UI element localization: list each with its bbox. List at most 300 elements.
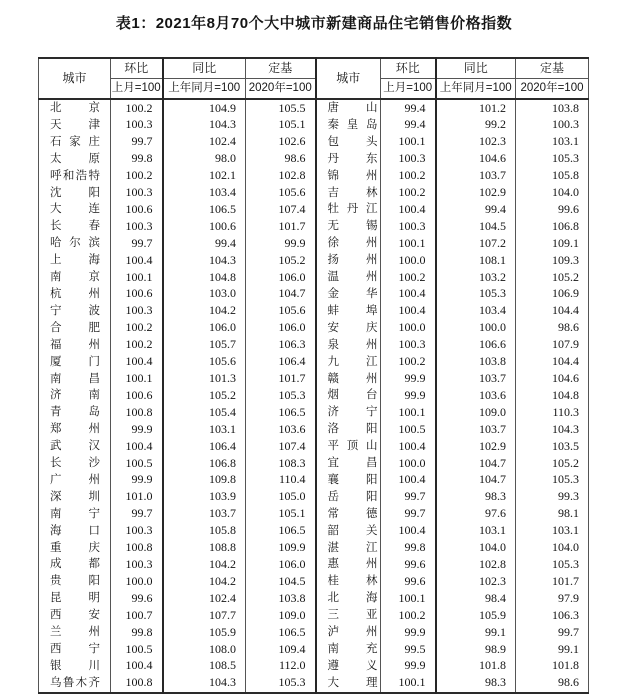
yoy-value-cell: 98.3 xyxy=(436,489,516,506)
mom-value-cell: 100.5 xyxy=(111,455,163,472)
city-name: 泉州 xyxy=(327,338,378,351)
city-name-cell xyxy=(316,624,381,641)
yoy-value-cell: 106.8 xyxy=(163,455,246,472)
city-name: 丹东 xyxy=(327,152,378,165)
yoy-value-cell: 108.1 xyxy=(436,252,516,269)
mom-value-cell: 100.3 xyxy=(381,337,436,354)
city-name: 贵阳 xyxy=(50,575,100,588)
base-value-cell: 105.8 xyxy=(552,168,579,183)
city-name: 洛阳 xyxy=(327,423,378,436)
city-name-cell xyxy=(39,337,111,354)
yoy-value-cell: 102.3 xyxy=(436,134,516,151)
header-yoy-sub-left: 上年同月=100 xyxy=(163,79,246,100)
yoy-value-cell: 103.7 xyxy=(436,168,516,185)
mom-value-cell: 100.6 xyxy=(111,286,163,303)
city-name-cell xyxy=(39,675,111,693)
city-name: 蚌埠 xyxy=(327,304,378,317)
mom-value-cell: 100.2 xyxy=(381,168,436,185)
city-name-cell xyxy=(316,286,381,303)
mom-value-cell: 100.2 xyxy=(111,337,163,354)
city-name-cell xyxy=(316,590,381,607)
city-name-cell xyxy=(39,99,111,117)
city-name: 北京 xyxy=(50,102,100,114)
table-row xyxy=(39,252,589,269)
base-value-cell: 100.3 xyxy=(552,117,579,132)
base-value-cell: 101.7 xyxy=(246,218,316,235)
mom-value-cell: 100.2 xyxy=(381,607,436,624)
mom-value-cell: 100.4 xyxy=(381,472,436,489)
city-name: 深圳 xyxy=(50,490,100,503)
header-city-left: 城市 xyxy=(39,58,111,99)
yoy-value-cell: 103.7 xyxy=(163,506,246,523)
base-value-cell: 103.6 xyxy=(246,421,316,438)
yoy-value-cell: 102.3 xyxy=(436,573,516,590)
mom-value-cell: 100.1 xyxy=(381,235,436,252)
city-name-cell xyxy=(39,185,111,202)
yoy-value-cell: 105.9 xyxy=(436,607,516,624)
mom-value-cell: 100.6 xyxy=(111,201,163,218)
base-value-cell: 105.2 xyxy=(246,252,316,269)
base-value-cell: 105.1 xyxy=(246,506,316,523)
base-value-cell: 106.0 xyxy=(246,320,316,337)
base-value-cell: 109.1 xyxy=(552,235,579,250)
mom-value-cell: 99.6 xyxy=(381,556,436,573)
yoy-value-cell: 106.4 xyxy=(163,438,246,455)
base-value-cell: 105.6 xyxy=(246,185,316,202)
city-name-cell xyxy=(316,607,381,624)
base-value-cell: 99.9 xyxy=(246,235,316,252)
city-name: 温州 xyxy=(327,271,378,284)
city-name-cell xyxy=(39,235,111,252)
mom-value-cell: 99.9 xyxy=(381,624,436,641)
mom-value-cell: 100.0 xyxy=(381,320,436,337)
base-value-cell: 105.3 xyxy=(552,472,579,487)
city-name-cell xyxy=(316,573,381,590)
city-name-cell xyxy=(39,607,111,624)
mom-value-cell: 99.7 xyxy=(381,489,436,506)
table-row xyxy=(39,387,589,404)
base-value-cell: 104.6 xyxy=(552,371,579,385)
base-value-cell: 105.3 xyxy=(552,556,579,571)
yoy-value-cell: 106.0 xyxy=(163,320,246,337)
mom-value-cell: 100.7 xyxy=(111,607,163,624)
city-name-cell xyxy=(316,201,381,218)
city-name: 烟台 xyxy=(327,389,378,402)
table-row xyxy=(39,607,589,624)
yoy-value-cell: 102.1 xyxy=(163,168,246,185)
city-name: 兰州 xyxy=(50,626,100,639)
header-base-sub-right: 2020年=100 xyxy=(520,82,584,94)
city-name: 南宁 xyxy=(50,507,100,520)
mom-value-cell: 99.9 xyxy=(381,371,436,388)
mom-value-cell: 100.4 xyxy=(381,201,436,218)
yoy-value-cell: 103.7 xyxy=(436,371,516,388)
yoy-value-cell: 105.8 xyxy=(163,523,246,540)
base-value-cell: 112.0 xyxy=(246,658,316,675)
city-name-cell xyxy=(39,303,111,320)
yoy-value-cell: 104.3 xyxy=(163,117,246,134)
yoy-value-cell: 105.4 xyxy=(163,404,246,421)
yoy-value-cell: 104.9 xyxy=(163,99,246,117)
mom-value-cell: 100.3 xyxy=(111,556,163,573)
city-name-cell xyxy=(316,489,381,506)
mom-value-cell: 100.5 xyxy=(111,641,163,658)
city-name-cell xyxy=(316,303,381,320)
city-name-cell xyxy=(316,438,381,455)
mom-value-cell: 100.4 xyxy=(111,658,163,675)
city-name-cell xyxy=(39,117,111,134)
base-value-cell: 109.4 xyxy=(246,641,316,658)
mom-value-cell: 99.5 xyxy=(381,641,436,658)
yoy-value-cell: 102.8 xyxy=(436,556,516,573)
mom-value-cell: 100.1 xyxy=(381,404,436,421)
city-name-cell xyxy=(39,134,111,151)
yoy-value-cell: 97.6 xyxy=(436,506,516,523)
base-value-cell: 99.7 xyxy=(558,624,579,639)
yoy-value-cell: 104.8 xyxy=(163,269,246,286)
base-value-cell: 105.0 xyxy=(246,489,316,506)
table-row xyxy=(39,438,589,455)
base-value-cell: 104.4 xyxy=(552,354,579,369)
city-name: 岳阳 xyxy=(327,490,378,503)
city-name-cell xyxy=(316,117,381,134)
city-name-cell xyxy=(316,218,381,235)
mom-value-cell: 100.8 xyxy=(111,675,163,693)
city-name: 太原 xyxy=(50,152,100,165)
base-value-cell: 98.6 xyxy=(558,675,579,690)
table-row xyxy=(39,455,589,472)
yoy-value-cell: 104.0 xyxy=(436,540,516,557)
base-value-cell: 106.8 xyxy=(552,218,579,233)
base-value-cell: 104.0 xyxy=(552,540,579,555)
yoy-value-cell: 99.1 xyxy=(436,624,516,641)
yoy-value-cell: 105.2 xyxy=(163,387,246,404)
base-value-cell: 108.3 xyxy=(246,455,316,472)
city-name: 福州 xyxy=(50,338,100,351)
table-row xyxy=(39,269,589,286)
city-name: 杭州 xyxy=(50,287,100,300)
yoy-value-cell: 104.7 xyxy=(436,472,516,489)
base-value-cell: 105.3 xyxy=(552,151,579,166)
mom-value-cell: 99.7 xyxy=(111,134,163,151)
city-name: 湛江 xyxy=(327,541,378,554)
city-name: 包头 xyxy=(327,135,378,148)
mom-value-cell: 100.3 xyxy=(111,218,163,235)
yoy-value-cell: 107.7 xyxy=(163,607,246,624)
base-value-cell: 105.5 xyxy=(246,99,316,117)
city-name: 石家庄 xyxy=(50,135,100,148)
mom-value-cell: 100.8 xyxy=(111,404,163,421)
mom-value-cell: 100.0 xyxy=(381,455,436,472)
yoy-value-cell: 107.2 xyxy=(436,235,516,252)
city-name: 南充 xyxy=(327,643,378,655)
table-body xyxy=(39,99,589,693)
mom-value-cell: 99.8 xyxy=(111,151,163,168)
mom-value-cell: 100.4 xyxy=(381,438,436,455)
base-value-cell: 110.3 xyxy=(552,404,579,419)
city-name: 赣州 xyxy=(327,372,378,385)
base-value-cell: 99.3 xyxy=(558,489,579,504)
table-row xyxy=(39,201,589,218)
yoy-value-cell: 106.5 xyxy=(163,201,246,218)
base-value-cell: 104.5 xyxy=(246,573,316,590)
yoy-value-cell: 105.6 xyxy=(163,354,246,371)
mom-value-cell: 100.0 xyxy=(111,573,163,590)
city-name: 泸州 xyxy=(327,626,378,639)
city-name: 重庆 xyxy=(50,541,100,554)
table-row xyxy=(39,320,589,337)
city-name: 呼和浩特 xyxy=(50,169,100,182)
yoy-value-cell: 99.4 xyxy=(436,201,516,218)
mom-value-cell: 100.1 xyxy=(111,269,163,286)
base-value-cell: 106.5 xyxy=(246,523,316,540)
base-value-cell: 98.6 xyxy=(246,151,316,168)
city-name: 昆明 xyxy=(50,592,100,605)
base-value-cell: 104.4 xyxy=(552,303,579,318)
city-name: 厦门 xyxy=(50,355,100,368)
header-mom-right: 环比 xyxy=(381,58,436,79)
table-row xyxy=(39,303,589,320)
mom-value-cell: 99.4 xyxy=(381,99,436,117)
table-row xyxy=(39,540,589,557)
mom-value-cell: 100.4 xyxy=(111,252,163,269)
city-name-cell xyxy=(316,371,381,388)
table-row xyxy=(39,658,589,675)
city-name-cell xyxy=(39,472,111,489)
city-name: 徐州 xyxy=(327,237,378,250)
city-name-cell xyxy=(316,421,381,438)
mom-value-cell: 100.5 xyxy=(381,421,436,438)
header-row-bases xyxy=(39,79,589,100)
base-value-cell: 103.5 xyxy=(552,438,579,453)
mom-value-cell: 100.6 xyxy=(111,387,163,404)
base-value-cell: 104.0 xyxy=(552,185,579,200)
yoy-value-cell: 99.4 xyxy=(163,235,246,252)
yoy-value-cell: 104.6 xyxy=(436,151,516,168)
header-mom-left: 环比 xyxy=(111,58,163,79)
city-name: 哈尔滨 xyxy=(50,237,100,250)
yoy-value-cell: 105.7 xyxy=(163,337,246,354)
city-name-cell xyxy=(316,641,381,658)
base-value-cell: 109.9 xyxy=(246,540,316,557)
yoy-value-cell: 104.5 xyxy=(436,218,516,235)
city-name: 北海 xyxy=(327,592,378,605)
city-name-cell xyxy=(39,455,111,472)
header-base-left: 定基 xyxy=(246,58,316,79)
header-mom-sub-left: 上月=100 xyxy=(111,79,163,100)
table-row xyxy=(39,590,589,607)
mom-value-cell: 100.2 xyxy=(111,99,163,117)
city-name: 西安 xyxy=(50,609,100,622)
base-value-cell: 103.8 xyxy=(552,100,579,115)
city-name-cell xyxy=(316,320,381,337)
mom-value-cell: 100.0 xyxy=(381,252,436,269)
yoy-value-cell: 98.3 xyxy=(436,675,516,693)
city-name-cell xyxy=(316,506,381,523)
base-value-cell: 107.4 xyxy=(246,201,316,218)
base-value-cell: 106.5 xyxy=(246,404,316,421)
yoy-value-cell: 103.0 xyxy=(163,286,246,303)
table-row xyxy=(39,489,589,506)
yoy-value-cell: 100.0 xyxy=(436,320,516,337)
base-value-cell: 103.1 xyxy=(552,134,579,149)
city-name-cell xyxy=(316,252,381,269)
yoy-value-cell: 101.2 xyxy=(436,99,516,117)
table-row xyxy=(39,235,589,252)
yoy-value-cell: 109.0 xyxy=(436,404,516,421)
mom-value-cell: 100.2 xyxy=(111,320,163,337)
price-index-table xyxy=(38,57,589,694)
city-name: 宜昌 xyxy=(327,457,378,470)
city-name: 三亚 xyxy=(327,609,378,622)
yoy-value-cell: 99.2 xyxy=(436,117,516,134)
city-name: 合肥 xyxy=(50,321,100,334)
header-yoy-right: 同比 xyxy=(436,58,516,79)
city-name-cell xyxy=(39,624,111,641)
mom-value-cell: 100.3 xyxy=(111,185,163,202)
table-header xyxy=(39,58,589,99)
city-name-cell xyxy=(39,387,111,404)
city-name: 遵义 xyxy=(327,659,378,672)
city-name-cell xyxy=(39,641,111,658)
yoy-value-cell: 102.9 xyxy=(436,185,516,202)
base-value-cell: 98.1 xyxy=(558,506,579,521)
city-name: 吉林 xyxy=(327,186,378,199)
yoy-value-cell: 102.9 xyxy=(436,438,516,455)
city-name: 金华 xyxy=(327,287,378,300)
city-name: 九江 xyxy=(327,355,378,368)
mom-value-cell: 99.4 xyxy=(381,117,436,134)
city-name: 大连 xyxy=(50,203,100,216)
city-name-cell xyxy=(39,371,111,388)
base-value-cell: 105.2 xyxy=(552,455,579,470)
mom-value-cell: 100.2 xyxy=(111,168,163,185)
base-value-cell: 102.8 xyxy=(246,168,316,185)
city-name: 秦皇岛 xyxy=(327,118,378,131)
base-value-cell: 107.4 xyxy=(246,438,316,455)
mom-value-cell: 101.0 xyxy=(111,489,163,506)
mom-value-cell: 100.4 xyxy=(111,354,163,371)
base-value-cell: 98.6 xyxy=(558,320,579,335)
city-name: 韶关 xyxy=(327,524,378,537)
mom-value-cell: 100.8 xyxy=(111,540,163,557)
table-row xyxy=(39,168,589,185)
base-value-cell: 106.9 xyxy=(552,286,579,301)
city-name: 成都 xyxy=(50,558,100,571)
base-value-cell: 110.4 xyxy=(246,472,316,489)
table-row xyxy=(39,151,589,168)
city-name-cell xyxy=(316,354,381,371)
city-name: 南昌 xyxy=(50,372,100,385)
base-value-cell: 106.0 xyxy=(246,269,316,286)
table-row xyxy=(39,472,589,489)
city-name: 天津 xyxy=(50,118,100,131)
city-name: 宁波 xyxy=(50,304,100,317)
yoy-value-cell: 98.9 xyxy=(436,641,516,658)
city-name-cell xyxy=(39,556,111,573)
page-title: 表1：2021年8月70个大中城市新建商品住宅销售价格指数 xyxy=(115,15,513,32)
city-name-cell xyxy=(316,185,381,202)
mom-value-cell: 99.6 xyxy=(111,590,163,607)
city-name: 长沙 xyxy=(50,457,100,470)
city-name-cell xyxy=(39,269,111,286)
yoy-value-cell: 108.8 xyxy=(163,540,246,557)
yoy-value-cell: 104.7 xyxy=(436,455,516,472)
yoy-value-cell: 102.4 xyxy=(163,590,246,607)
yoy-value-cell: 103.9 xyxy=(163,489,246,506)
base-value-cell: 101.8 xyxy=(552,658,579,673)
base-value-cell: 102.6 xyxy=(246,134,316,151)
city-name-cell xyxy=(39,573,111,590)
city-name: 长春 xyxy=(50,220,100,233)
mom-value-cell: 100.2 xyxy=(381,269,436,286)
yoy-value-cell: 103.4 xyxy=(163,185,246,202)
table-row xyxy=(39,421,589,438)
base-value-cell: 106.3 xyxy=(552,607,579,622)
city-name-cell xyxy=(39,151,111,168)
yoy-value-cell: 104.2 xyxy=(163,573,246,590)
city-name-cell xyxy=(39,218,111,235)
mom-value-cell: 100.4 xyxy=(111,438,163,455)
city-name-cell xyxy=(39,489,111,506)
city-name-cell xyxy=(39,404,111,421)
city-name: 锦州 xyxy=(327,169,378,182)
table-row xyxy=(39,185,589,202)
base-value-cell: 106.0 xyxy=(246,556,316,573)
base-value-cell: 99.1 xyxy=(558,641,579,656)
mom-value-cell: 99.7 xyxy=(381,506,436,523)
city-name-cell xyxy=(316,134,381,151)
city-name: 无锡 xyxy=(327,220,378,233)
base-value-cell: 103.1 xyxy=(552,523,579,538)
table-row xyxy=(39,624,589,641)
city-name: 平顶山 xyxy=(327,440,378,453)
base-value-cell: 104.8 xyxy=(552,387,579,402)
city-name: 沈阳 xyxy=(50,186,100,199)
city-name-cell xyxy=(316,556,381,573)
yoy-value-cell: 108.0 xyxy=(163,641,246,658)
mom-value-cell: 99.8 xyxy=(111,624,163,641)
table-row xyxy=(39,117,589,134)
city-name-cell xyxy=(316,99,381,117)
city-name-cell xyxy=(39,438,111,455)
base-value-cell: 104.7 xyxy=(246,286,316,303)
base-value-cell: 107.9 xyxy=(552,337,579,352)
city-name-cell xyxy=(39,590,111,607)
table-row xyxy=(39,371,589,388)
city-name: 上海 xyxy=(50,254,100,267)
city-name-cell xyxy=(39,286,111,303)
base-value-cell: 104.3 xyxy=(552,421,579,436)
header-base-right: 定基 xyxy=(516,58,589,79)
base-value-cell: 105.6 xyxy=(246,303,316,320)
mom-value-cell: 99.9 xyxy=(111,472,163,489)
mom-value-cell: 100.3 xyxy=(111,523,163,540)
base-value-cell: 106.4 xyxy=(246,354,316,371)
table-row xyxy=(39,286,589,303)
mom-value-cell: 99.8 xyxy=(381,540,436,557)
table-row xyxy=(39,99,589,117)
yoy-value-cell: 104.2 xyxy=(163,303,246,320)
yoy-value-cell: 103.1 xyxy=(436,523,516,540)
city-name-cell xyxy=(39,354,111,371)
yoy-value-cell: 106.6 xyxy=(436,337,516,354)
city-name: 济宁 xyxy=(327,406,378,419)
city-name-cell xyxy=(316,387,381,404)
mom-value-cell: 100.4 xyxy=(381,523,436,540)
base-value-cell: 105.2 xyxy=(552,269,579,284)
base-value-cell: 101.7 xyxy=(246,371,316,388)
